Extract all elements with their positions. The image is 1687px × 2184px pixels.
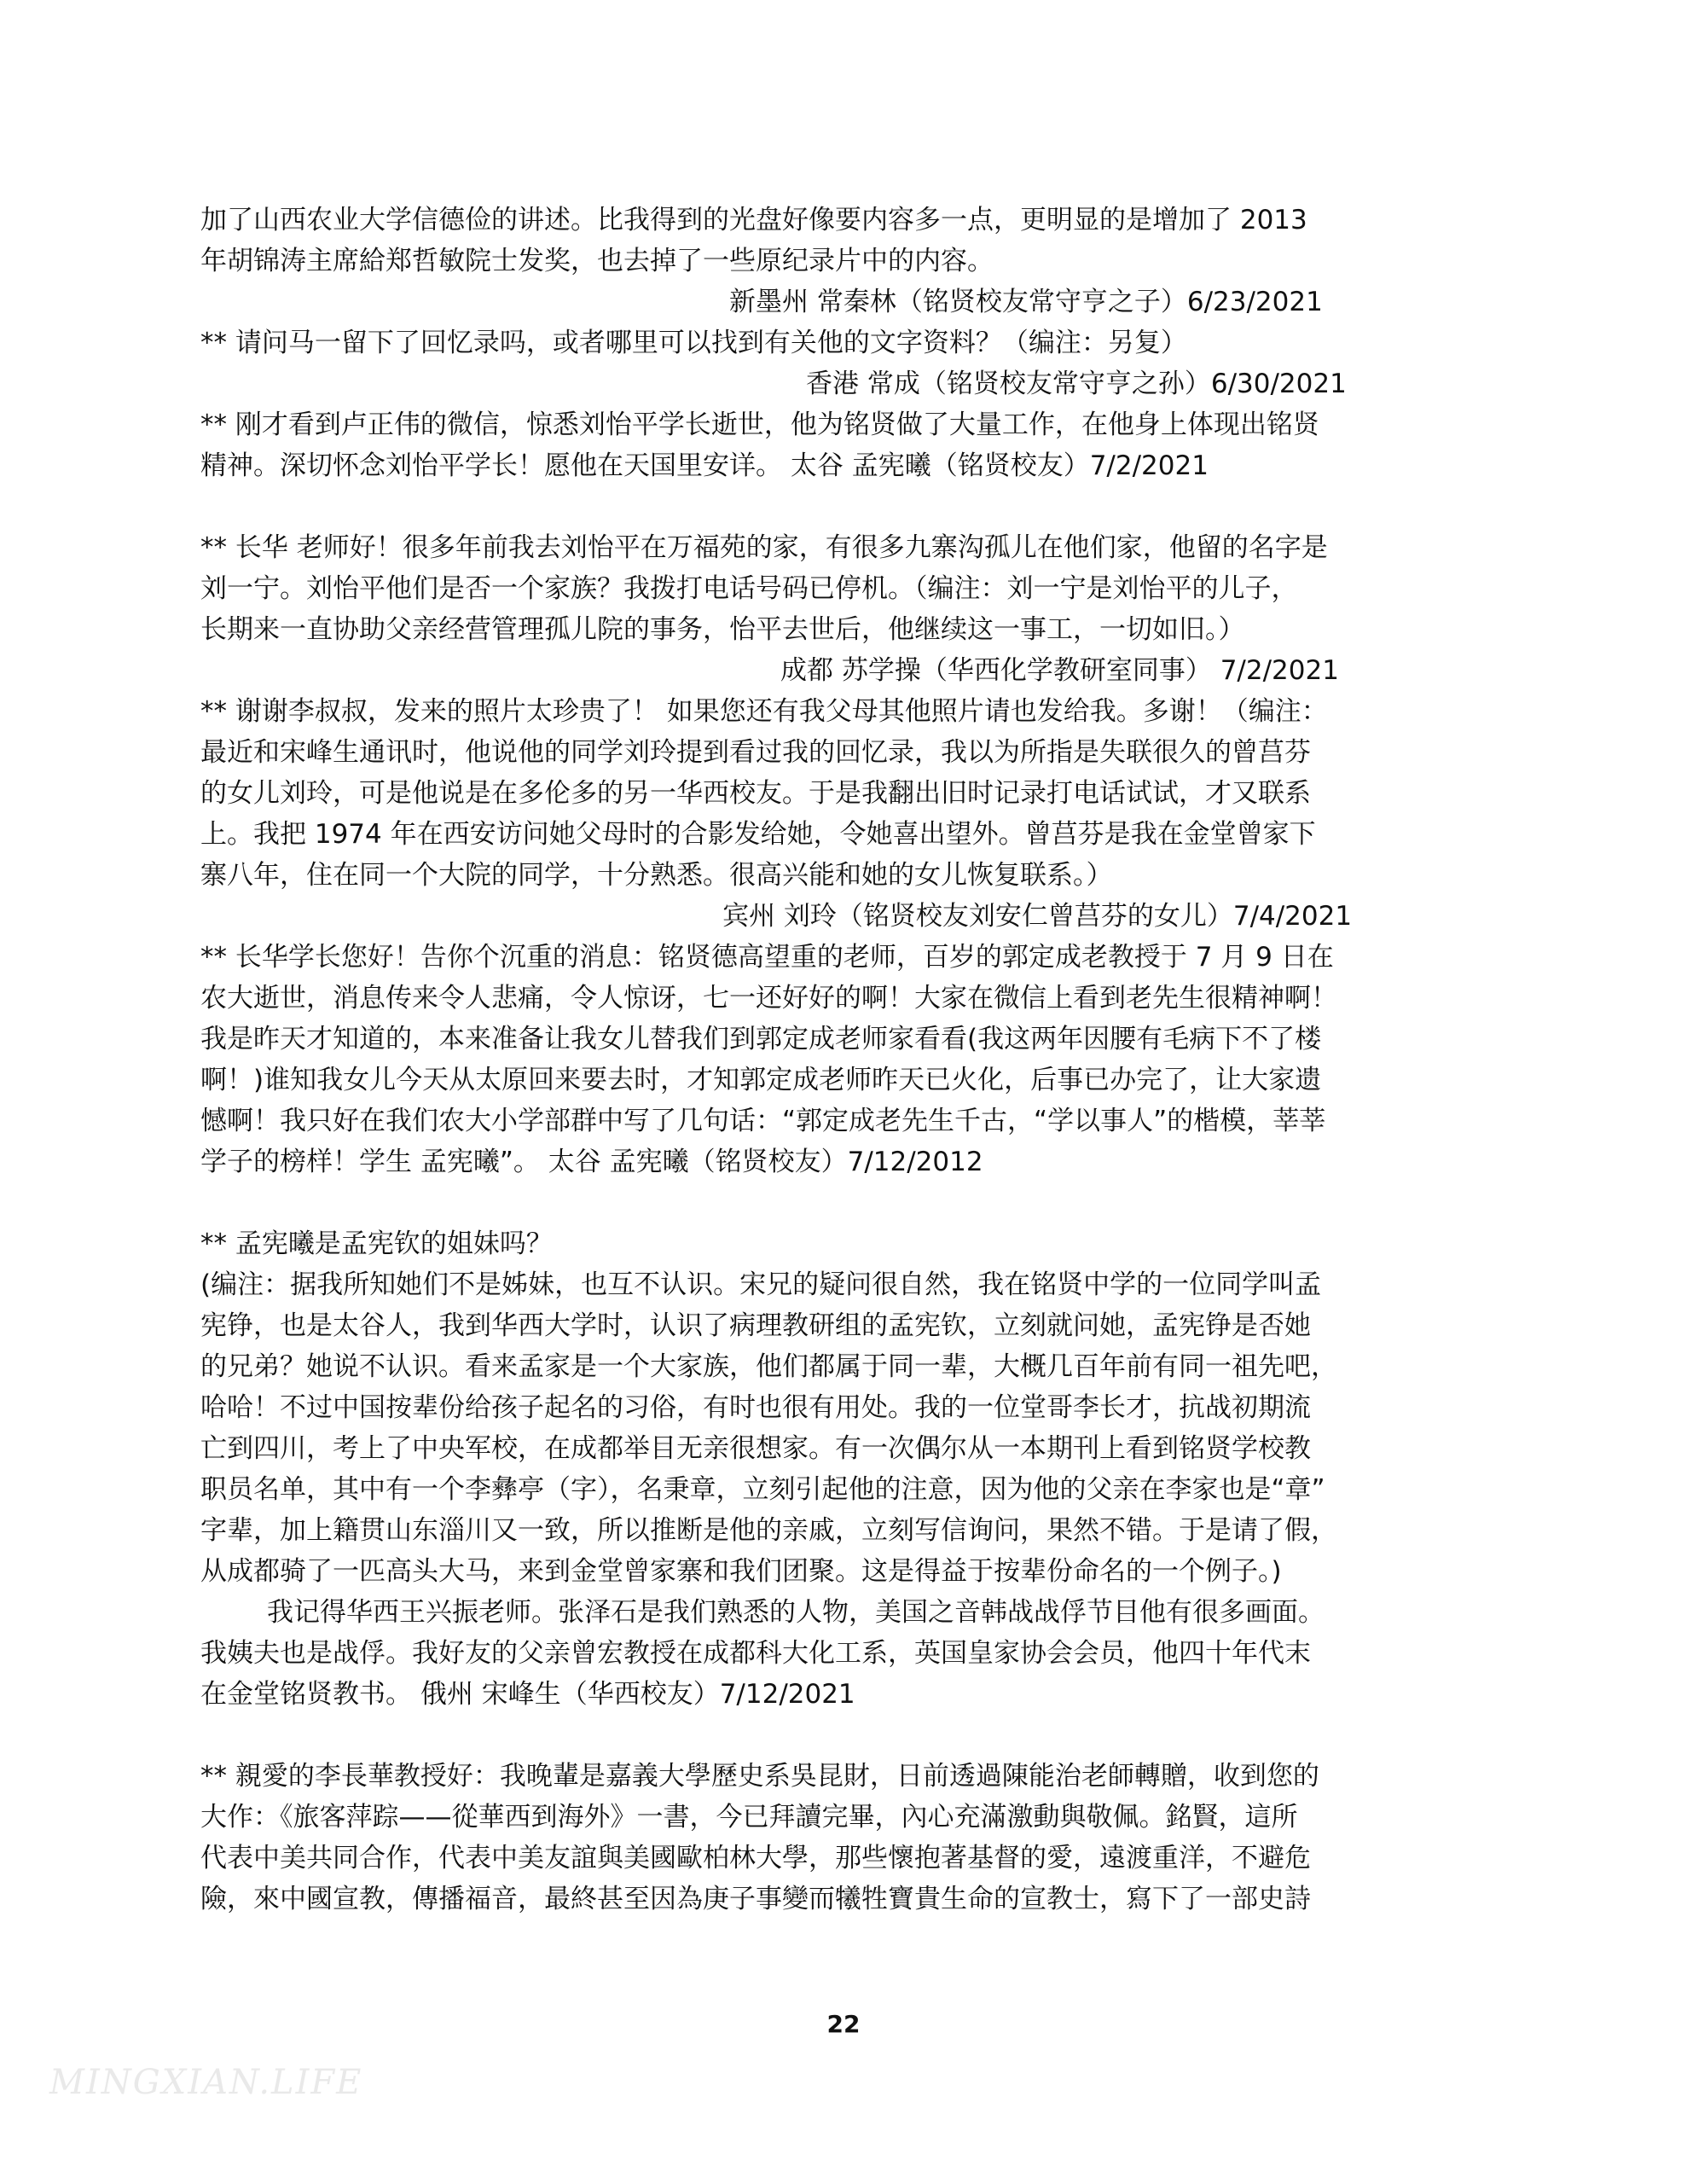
text-line: ** 谢谢李叔叔，发来的照片太珍贵了！ 如果您还有我父母其他照片请也发给我。多谢！（编注： xyxy=(200,696,1328,727)
watermark: MINGXIAN.LIFE xyxy=(49,2063,363,2102)
text-line: 刘一宁。刘怡平他们是否一个家族？我拨打电话号码已停机。（编注：刘一宁是刘怡平的儿子， xyxy=(200,573,1298,604)
text-line: 从成都骑了一匹高头大马，来到金堂曾家寨和我们团聚。这是得益于按辈份命名的一个例子。) xyxy=(200,1556,1282,1587)
paragraph-gap xyxy=(200,1182,1505,1223)
text-line: ** 刚才看到卢正伟的微信，惊悉刘怡平学长逝世，他为铭贤做了大量工作，在他身上体现出铭贤 xyxy=(200,410,1319,440)
text-line: 我姨夫也是战俘。我好友的父亲曾宏教授在成都科大化工系，英国皇家协会会员，他四十年代末 xyxy=(200,1638,1311,1669)
text-line: 的兄弟？她说不认识。看来孟家是一个大家族，他们都属于同一辈，大概几百年前有同一祖先吧， xyxy=(200,1351,1337,1382)
text-line: ** 请问马一留下了回忆录吗，或者哪里可以找到有关他的文字资料？（编注：另复） xyxy=(200,328,1187,358)
text-line: (编注：据我所知她们不是姊妹，也互不认识。宋兄的疑问很自然，我在铭贤中学的一位同学叫孟 xyxy=(200,1269,1322,1300)
text-line: 宪铮，也是太谷人，我到华西大学时，认识了病理教研组的孟宪钦，立刻就问她，孟宪铮是否她 xyxy=(200,1310,1311,1341)
text-line: 險，來中國宣教，傳播福音，最終甚至因為庚子事變而犧牲寶貴生命的宣教士，寫下了一部史詩 xyxy=(200,1884,1311,1914)
text-line: 学子的榜样！学生 孟宪曦”。 太谷 孟宪曦（铭贤校友）7/12/2012 xyxy=(200,1147,983,1177)
document-body xyxy=(200,200,1505,1920)
text-line: 最近和宋峰生通讯时，他说他的同学刘玲提到看过我的回忆录，我以为所指是失联很久的曾莒芬 xyxy=(200,737,1311,768)
text-line: 大作：《旅客萍踪——從華西到海外》一書，今已拜讀完畢，內心充滿激動與敬佩。銘賢，這所 xyxy=(200,1802,1298,1833)
signature-line: 香港 常成（铭贤校友常守亨之孙）6/30/2021 xyxy=(806,369,1347,399)
text-line: 我是昨天才知道的，本来准备让我女儿替我们到郭定成老师家看看(我这两年因腰有毛病下不了楼 xyxy=(200,1024,1322,1054)
paragraph-gap xyxy=(200,1715,1505,1756)
signature-line: 新墨州 常秦林（铭贤校友常守亨之子）6/23/2021 xyxy=(729,287,1323,317)
text-line: 加了山西农业大学信德俭的讲述。比我得到的光盘好像要内容多一点，更明显的是增加了 2013 xyxy=(200,205,1307,235)
text-line: 精神。深切怀念刘怡平学长！愿他在天国里安详。 太谷 孟宪曦（铭贤校友）7/2/2021 xyxy=(200,450,1209,481)
text-line: ** 孟宪曦是孟宪钦的姐妹吗？ xyxy=(200,1228,553,1259)
text-line: 长期来一直协助父亲经营管理孤儿院的事务，怡平去世后，他继续这一事工，一切如旧。） xyxy=(200,614,1245,645)
text-line: 寨八年，住在同一个大院的同学，十分熟悉。很高兴能和她的女儿恢复联系。） xyxy=(200,860,1113,891)
signature-line: 宾州 刘玲（铭贤校友刘安仁曾莒芬的女儿）7/4/2021 xyxy=(722,901,1353,932)
text-line: 代表中美共同合作，代表中美友誼與美國歐柏林大學，那些懷抱著基督的愛，遠渡重洋，不避危 xyxy=(200,1843,1311,1873)
text-line: ** 长华学长您好！告你个沉重的消息：铭贤德高望重的老师，百岁的郭定成老教授于 7 月 9 日在 xyxy=(200,942,1334,973)
page-number: 22 xyxy=(826,2010,861,2038)
text-line: 字辈，加上籍贯山东淄川又一致，所以推断是他的亲戚，立刻写信询问，果然不错。于是请了假， xyxy=(200,1515,1337,1546)
text-line: 农大逝世，消息传来令人悲痛，令人惊讶，七一还好好的啊！大家在微信上看到老先生很精神啊！ xyxy=(200,983,1337,1014)
text-line: 啊！)谁知我女儿今天从太原回来要去时，才知郭定成老师昨天已火化，后事已办完了，让大家遗 xyxy=(200,1065,1322,1095)
paragraph-gap xyxy=(200,486,1505,527)
text-line: 职员名单，其中有一个李彝亭（字），名秉章，立刻引起他的注意，因为他的父亲在李家也是“章” xyxy=(200,1474,1325,1505)
text-line-indented: 我记得华西王兴振老师。张泽石是我们熟悉的人物，美国之音韩战战俘节目他有很多画面。 xyxy=(267,1597,1325,1628)
text-line: 上。我把 1974 年在西安访问她父母时的合影发给她，令她喜出望外。曾莒芬是我在金堂曾家下 xyxy=(200,819,1316,850)
signature-line: 成都 苏学操（华西化学教研室同事） 7/2/2021 xyxy=(780,655,1339,686)
text-line: 年胡锦涛主席給郑哲敏院士发奖，也去掉了一些原纪录片中的内容。 xyxy=(200,246,994,276)
text-line: 哈哈！不过中国按辈份给孩子起名的习俗，有时也很有用处。我的一位堂哥李长才，抗战初期流 xyxy=(200,1392,1311,1423)
text-line: ** 親愛的李長華教授好：我晚輩是嘉義大學歷史系吳昆財，日前透過陳能治老師轉贈，收到您的 xyxy=(200,1761,1319,1792)
text-line: 亡到四川，考上了中央军校，在成都举目无亲很想家。有一次偶尔从一本期刊上看到铭贤学校教 xyxy=(200,1433,1311,1464)
text-line: 憾啊！我只好在我们农大小学部群中写了几句话：“郭定成老先生千古，“学以事人”的楷模，莘莘 xyxy=(200,1106,1326,1136)
text-line: 在金堂铭贤教书。 俄州 宋峰生（华西校友）7/12/2021 xyxy=(200,1679,855,1710)
text-line: ** 长华 老师好！很多年前我去刘怡平在万福苑的家，有很多九寨沟孤儿在他们家，他留的名字是 xyxy=(200,532,1328,563)
text-line: 的女儿刘玲，可是他说是在多伦多的另一华西校友。于是我翻出旧时记录打电话试试，才又联系 xyxy=(200,778,1311,809)
